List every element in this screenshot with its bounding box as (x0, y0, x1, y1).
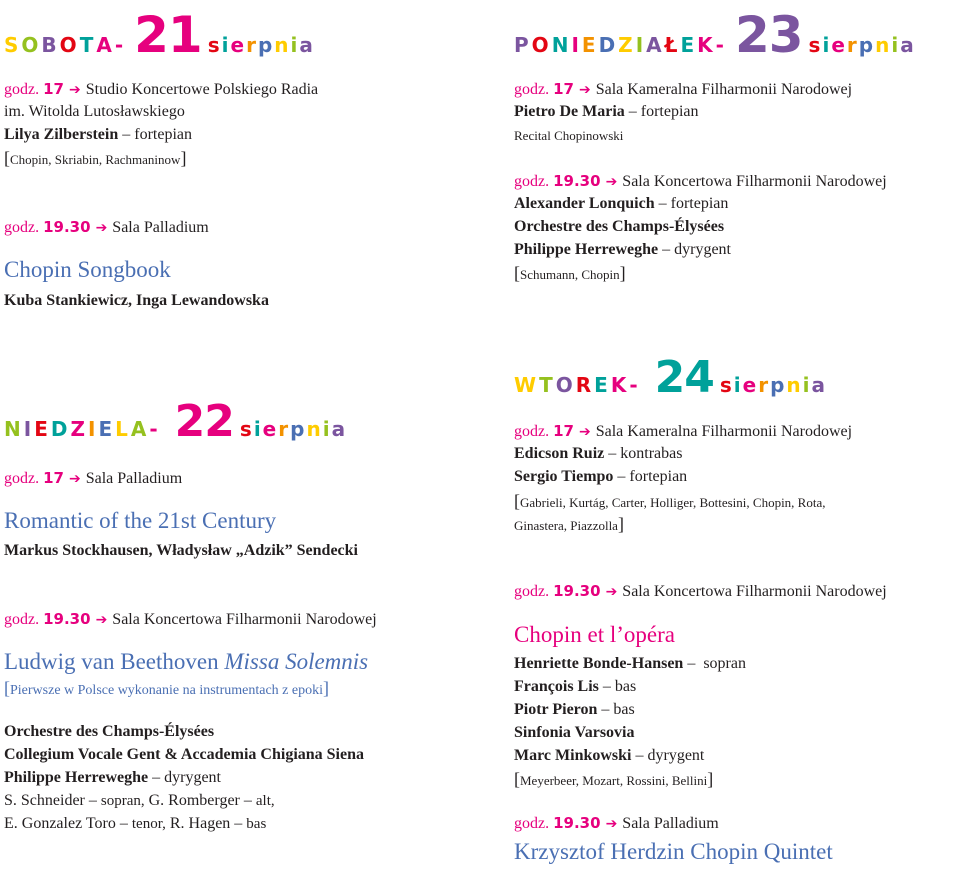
program-text: Chopin, Skriabin, Rachmaninow (10, 152, 181, 167)
performer-name: François Lis (514, 678, 599, 695)
event-venue: Sala Koncertowa Filharmonii Narodowej (622, 173, 887, 190)
performer-role: alt, (255, 793, 275, 809)
event-hour: 17 (43, 80, 64, 98)
event-line (514, 420, 852, 443)
event-venue: Studio Koncertowe Polskiego Radia (85, 81, 319, 98)
day-number: 23 (734, 6, 803, 64)
event-hour: 19.30 (553, 172, 601, 190)
performer-role: kontrabas (620, 445, 683, 462)
program-text: Ginastera, Piazzolla (514, 518, 618, 533)
performer-line: Piotr Pieron – bas (514, 701, 635, 718)
performer-role: dyrygent (647, 747, 705, 764)
performer-name: Collegium Vocale Gent & Accademia Chigiana Siena (4, 746, 364, 763)
event-hour: 17 (553, 422, 574, 440)
event-title: Krzysztof Herdzin Chopin Quintet (514, 839, 833, 864)
godz-label: godz. (514, 173, 550, 190)
performer-name: Philippe Herreweghe (514, 241, 659, 258)
event-venue: Sala Kameralna Filharmonii Narodowej (595, 423, 853, 440)
performer-name: G. Romberger (148, 792, 240, 809)
tuesday-header (514, 352, 827, 403)
program-text: Gabrieli, Kurtág, Carter, Holliger, Bottesini, Chopin, Rota, (520, 495, 826, 510)
sunday-header (4, 396, 347, 447)
performer-role: bas (614, 678, 637, 695)
performer-role: dyrygent (164, 769, 221, 786)
event-line (514, 812, 719, 835)
arrow-right-icon: ➔ (95, 220, 108, 236)
performer-role: fortepian (670, 195, 729, 212)
performer-line: Philippe Herreweghe – dyrygent (4, 769, 221, 786)
performer-line: Marc Minkowski – dyrygent (514, 747, 705, 764)
event-venue: Sala Koncertowa Filharmonii Narodowej (112, 611, 377, 628)
performer-line: Henriette Bonde-Hansen – sopran (514, 655, 746, 672)
arrow-right-icon: ➔ (605, 174, 618, 190)
program-line: [Pierwsze w Polsce wykonanie na instrumentach z epoki] (4, 678, 329, 698)
program-line: [Chopin, Skriabin, Rachmaninow] (4, 148, 187, 168)
performer-role: bas (246, 816, 267, 832)
performer-line: Pietro De Maria – fortepian (514, 103, 699, 120)
arrow-right-icon: ➔ (578, 82, 591, 98)
program-line: [Gabrieli, Kurtág, Carter, Holliger, Bottesini, Chopin, Rota, (514, 491, 826, 511)
event-line (514, 170, 887, 193)
event-line (514, 580, 887, 603)
performer-name: E. Gonzalez Toro (4, 815, 116, 832)
day-name: SOBOTA- (4, 33, 127, 57)
performer-role: fortepian (640, 103, 699, 120)
day-name: NIEDZIELA- (4, 417, 161, 441)
day-number: 22 (174, 396, 234, 447)
event-title-work: Missa Solemnis (224, 649, 369, 674)
arrow-right-icon: ➔ (95, 612, 108, 628)
event-venue: Sala Palladium (622, 815, 719, 832)
event-hour: 19.30 (43, 218, 91, 236)
godz-label: godz. (4, 470, 40, 487)
godz-label: godz. (514, 815, 550, 832)
month-name: sierpnia (207, 33, 315, 57)
performer-name: Alexander Lonquich (514, 195, 655, 212)
performer-name: Piotr Pieron (514, 701, 598, 718)
performer-line: Edicson Ruiz – kontrabas (514, 445, 683, 462)
performer-role: tenor, (131, 816, 166, 832)
performer-name: R. Hagen (169, 815, 231, 832)
performer-line: E. Gonzalez Toro – tenor, R. Hagen – bas (4, 815, 267, 832)
arrow-right-icon: ➔ (605, 816, 618, 832)
day-number: 24 (654, 352, 714, 403)
performer-role: dyrygent (674, 241, 731, 258)
event-title (4, 648, 368, 676)
event-title: Chopin Songbook (4, 257, 171, 282)
arrow-right-icon: ➔ (605, 584, 618, 600)
event-venue: Sala Palladium (85, 470, 183, 487)
performer-name: Orchestre des Champs-Élysées (514, 218, 725, 235)
performer-role: sopran (703, 655, 746, 672)
performer-line: S. Schneider – sopran, G. Romberger – alt, (4, 792, 275, 809)
program-line: [Schumann, Chopin] (514, 263, 626, 283)
program-line: Ginastera, Piazzolla] (514, 514, 624, 534)
event-line (4, 467, 182, 490)
event-venue: Sala Kameralna Filharmonii Narodowej (595, 81, 853, 98)
event-line (514, 78, 852, 101)
performer-role: sopran, (100, 793, 145, 809)
month-name: sierpnia (719, 373, 828, 397)
performer-line: Lilya Zilberstein – fortepian (4, 126, 192, 143)
performer-name: Pietro De Maria (514, 103, 625, 120)
performer-name: Marc Minkowski (514, 747, 632, 764)
event-venue: Sala Palladium (112, 219, 209, 236)
monday-header (514, 6, 916, 64)
saturday-header (4, 6, 315, 64)
performer-name: Kuba Stankiewicz, Inga Lewandowska (4, 292, 269, 309)
performer-name: Henriette Bonde-Hansen (514, 655, 684, 672)
event-hour: 19.30 (43, 610, 91, 628)
performer-role: fortepian (134, 126, 192, 143)
performer-line: François Lis – bas (514, 678, 637, 695)
performer-name: Lilya Zilberstein (4, 126, 119, 143)
program-text: Recital Chopinowski (514, 128, 624, 143)
godz-label: godz. (4, 219, 40, 236)
performer-line: Sergio Tiempo – fortepian (514, 468, 688, 485)
godz-label: godz. (4, 611, 40, 628)
performer-role: fortepian (629, 468, 688, 485)
performer-name: Philippe Herreweghe (4, 769, 149, 786)
performer-line: Alexander Lonquich – fortepian (514, 195, 729, 212)
day-name: WTOREK- (514, 373, 641, 397)
program-text: Schumann, Chopin (520, 267, 620, 282)
program-line: [Meyerbeer, Mozart, Rossini, Bellini] (514, 769, 714, 789)
event-hour: 17 (43, 469, 64, 487)
event-title: Chopin et l’opéra (514, 622, 675, 647)
program-text: Pierwsze w Polsce wykonanie na instrumentach z epoki (10, 683, 323, 698)
event-title: Romantic of the 21st Century (4, 508, 277, 533)
performer-name: Orchestre des Champs-Élysées (4, 723, 215, 740)
performer-name: S. Schneider (4, 792, 85, 809)
event-hour: 17 (553, 80, 574, 98)
performer-name: Markus Stockhausen, Władysław „Adzik” Sendecki (4, 542, 358, 559)
arrow-right-icon: ➔ (68, 82, 81, 98)
event-line (4, 608, 377, 631)
performer-line: Philippe Herreweghe – dyrygent (514, 241, 731, 258)
performer-name: Sergio Tiempo (514, 468, 614, 485)
month-name: sierpnia (808, 33, 916, 57)
godz-label: godz. (514, 423, 550, 440)
event-title-composer: Ludwig van Beethoven (4, 649, 219, 674)
godz-label: godz. (514, 583, 550, 600)
event-venue: Sala Koncertowa Filharmonii Narodowej (622, 583, 887, 600)
event-hour: 19.30 (553, 582, 601, 600)
month-name: sierpnia (239, 417, 348, 441)
program-text: Meyerbeer, Mozart, Rossini, Bellini (520, 773, 708, 788)
performer-role: bas (613, 701, 635, 718)
arrow-right-icon: ➔ (578, 424, 591, 440)
event-venue-line2: im. Witolda Lutosławskiego (4, 103, 185, 120)
event-hour: 19.30 (553, 814, 601, 832)
arrow-right-icon: ➔ (68, 471, 81, 487)
godz-label: godz. (514, 81, 550, 98)
day-number: 21 (134, 6, 202, 64)
event-line (4, 216, 209, 239)
godz-label: godz. (4, 81, 40, 98)
performer-name: Sinfonia Varsovia (514, 724, 635, 741)
performer-name: Edicson Ruiz (514, 445, 605, 462)
day-name: PONIEDZIAŁEK- (514, 33, 727, 57)
event-line (4, 78, 318, 101)
